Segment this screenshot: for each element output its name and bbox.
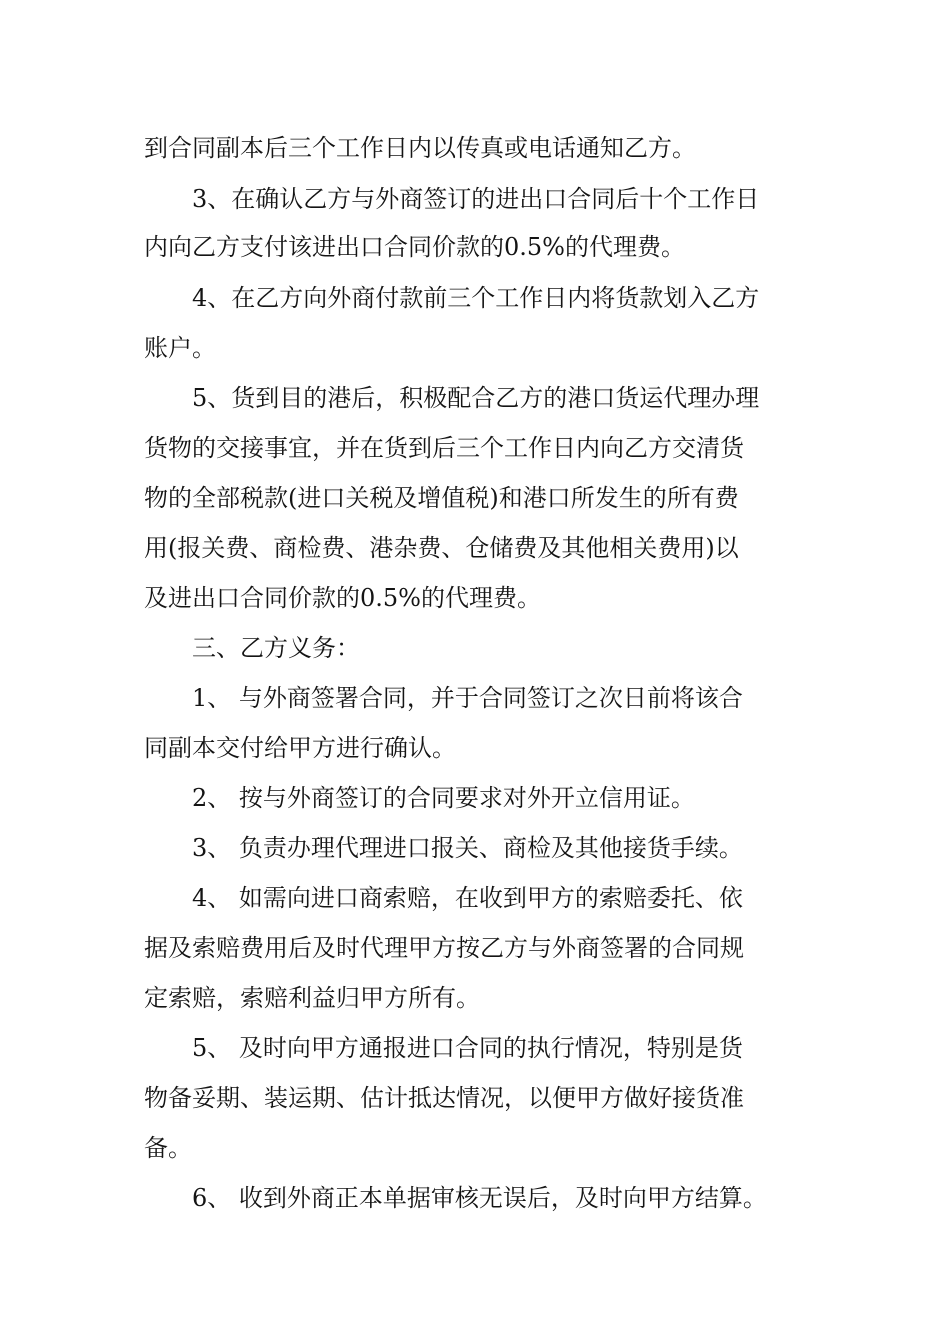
- text-line: 物备妥期、装运期、估计抵达情况，以便甲方做好接货准: [144, 1084, 744, 1112]
- text-line: 3、在确认乙方与外商签订的进出口合同后十个工作日: [192, 185, 760, 213]
- text-line: 到合同副本后三个工作日内以传真或电话通知乙方。: [144, 134, 696, 162]
- text-line: 5、货到目的港后，积极配合乙方的港口货运代理办理: [192, 384, 760, 412]
- text-line: 内向乙方支付该进出口合同价款的0.5%的代理费。: [144, 233, 685, 261]
- text-line: 4、 如需向进口商索赔，在收到甲方的索赔委托、依: [192, 884, 743, 912]
- text-line: 同副本交付给甲方进行确认。: [144, 734, 456, 762]
- text-line: 备。: [144, 1134, 192, 1162]
- text-line: 据及索赔费用后及时代理甲方按乙方与外商签署的合同规: [144, 934, 744, 962]
- text-line: 及进出口合同价款的0.5%的代理费。: [144, 584, 541, 612]
- text-line: 用(报关费、商检费、港杂费、仓储费及其他相关费用)以: [144, 534, 739, 562]
- text-line: 1、 与外商签署合同，并于合同签订之次日前将该合: [192, 684, 743, 712]
- text-line: 6、 收到外商正本单据审核无误后，及时向甲方结算。: [192, 1184, 767, 1212]
- text-line: 3、 负责办理代理进口报关、商检及其他接货手续。: [192, 834, 743, 862]
- text-line: 4、在乙方向外商付款前三个工作日内将货款划入乙方: [192, 284, 760, 312]
- section-heading: 三、乙方义务：: [192, 634, 360, 662]
- text-line: 2、 按与外商签订的合同要求对外开立信用证。: [192, 784, 695, 812]
- text-line: 物的全部税款(进口关税及增值税)和港口所发生的所有费: [144, 484, 739, 512]
- text-line: 5、 及时向甲方通报进口合同的执行情况，特别是货: [192, 1034, 743, 1062]
- text-line: 定索赔，索赔利益归甲方所有。: [144, 984, 480, 1012]
- text-line: 货物的交接事宜，并在货到后三个工作日内向乙方交清货: [144, 434, 744, 462]
- text-line: 账户。: [144, 334, 216, 362]
